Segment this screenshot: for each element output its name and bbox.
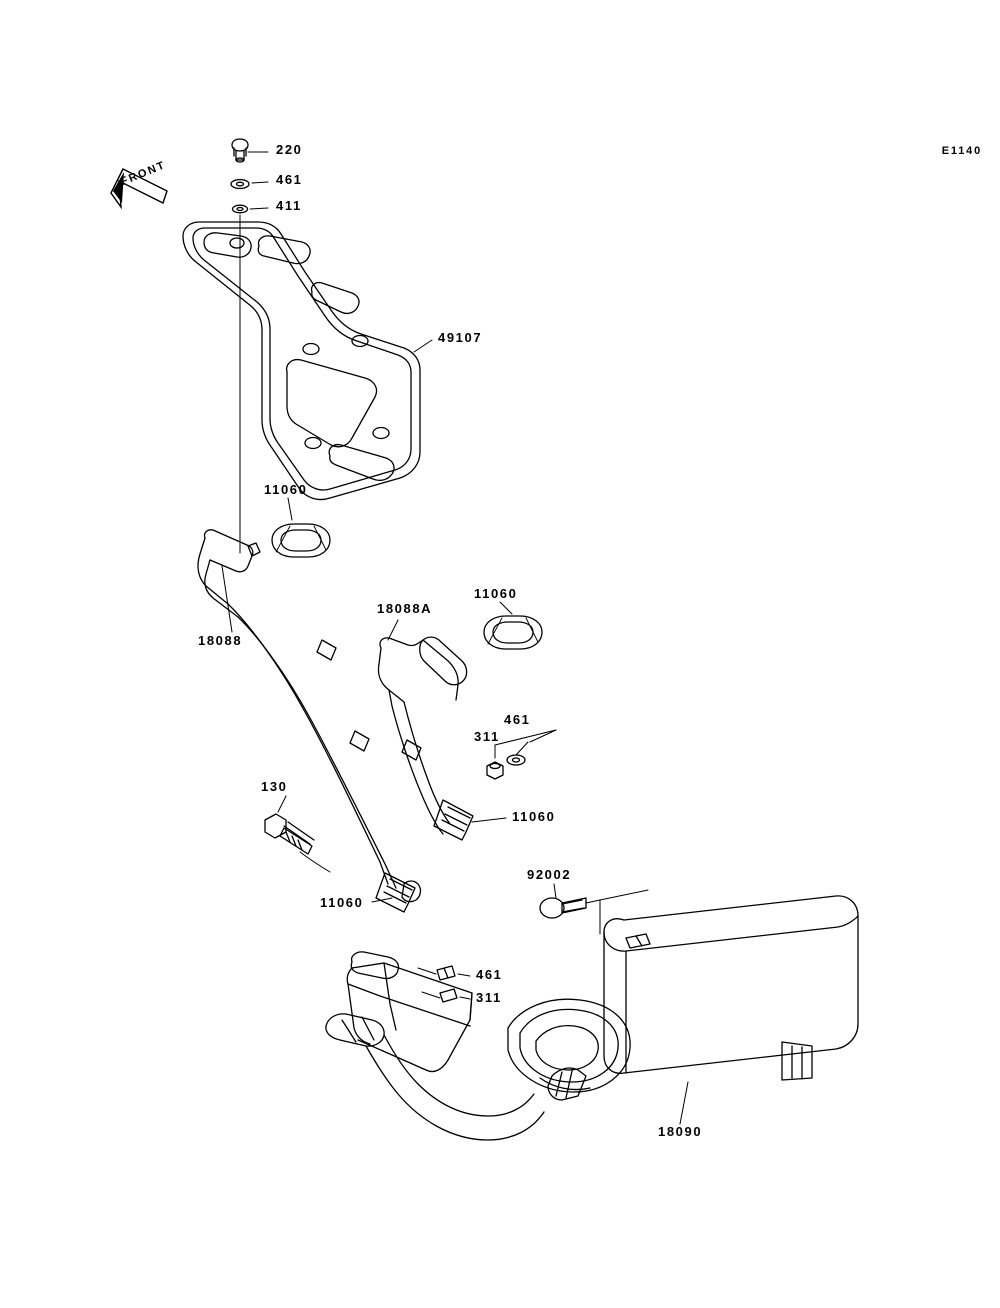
part-label: 311 bbox=[474, 729, 500, 744]
part-label: 11060 bbox=[512, 809, 556, 824]
front-label: FRONT bbox=[119, 159, 168, 189]
part-gasket-11060-pipe-end-left bbox=[376, 873, 420, 912]
part-label: 411 bbox=[276, 198, 302, 213]
part-gasket-11060-right bbox=[484, 616, 542, 649]
part-label: 220 bbox=[276, 142, 303, 157]
sheet-id: E1140 bbox=[941, 145, 982, 157]
part-label: 18088 bbox=[198, 633, 243, 648]
part-label: 18090 bbox=[658, 1124, 703, 1139]
part-muffler-inlet-pipe bbox=[326, 952, 586, 1140]
part-label: 461 bbox=[504, 712, 531, 727]
part-washer-461-muffler bbox=[418, 966, 455, 980]
part-label: 11060 bbox=[320, 895, 364, 910]
part-label: 461 bbox=[276, 172, 303, 187]
part-bolt-130 bbox=[265, 814, 330, 872]
part-label: 11060 bbox=[474, 586, 518, 601]
part-bolt-220 bbox=[232, 139, 248, 162]
part-label: 311 bbox=[476, 990, 502, 1005]
part-label: 92002 bbox=[527, 867, 572, 882]
part-nut-311-muffler bbox=[422, 989, 457, 1002]
part-washer-411 bbox=[233, 205, 248, 213]
part-heat-guard-49107 bbox=[183, 222, 420, 500]
part-washer-461-mid bbox=[507, 730, 556, 765]
part-label: 11060 bbox=[264, 482, 308, 497]
part-label: 18088A bbox=[377, 601, 433, 616]
part-muffler-18090 bbox=[508, 896, 858, 1092]
part-label: 49107 bbox=[438, 330, 483, 345]
part-washer-461 bbox=[231, 180, 249, 189]
part-label: 461 bbox=[476, 967, 503, 982]
part-exhaust-pipe-18088A bbox=[378, 637, 473, 840]
part-gasket-11060-upper bbox=[272, 524, 330, 557]
part-gasket-11060-pipe-end-right bbox=[434, 800, 473, 840]
part-label: 130 bbox=[261, 779, 288, 794]
